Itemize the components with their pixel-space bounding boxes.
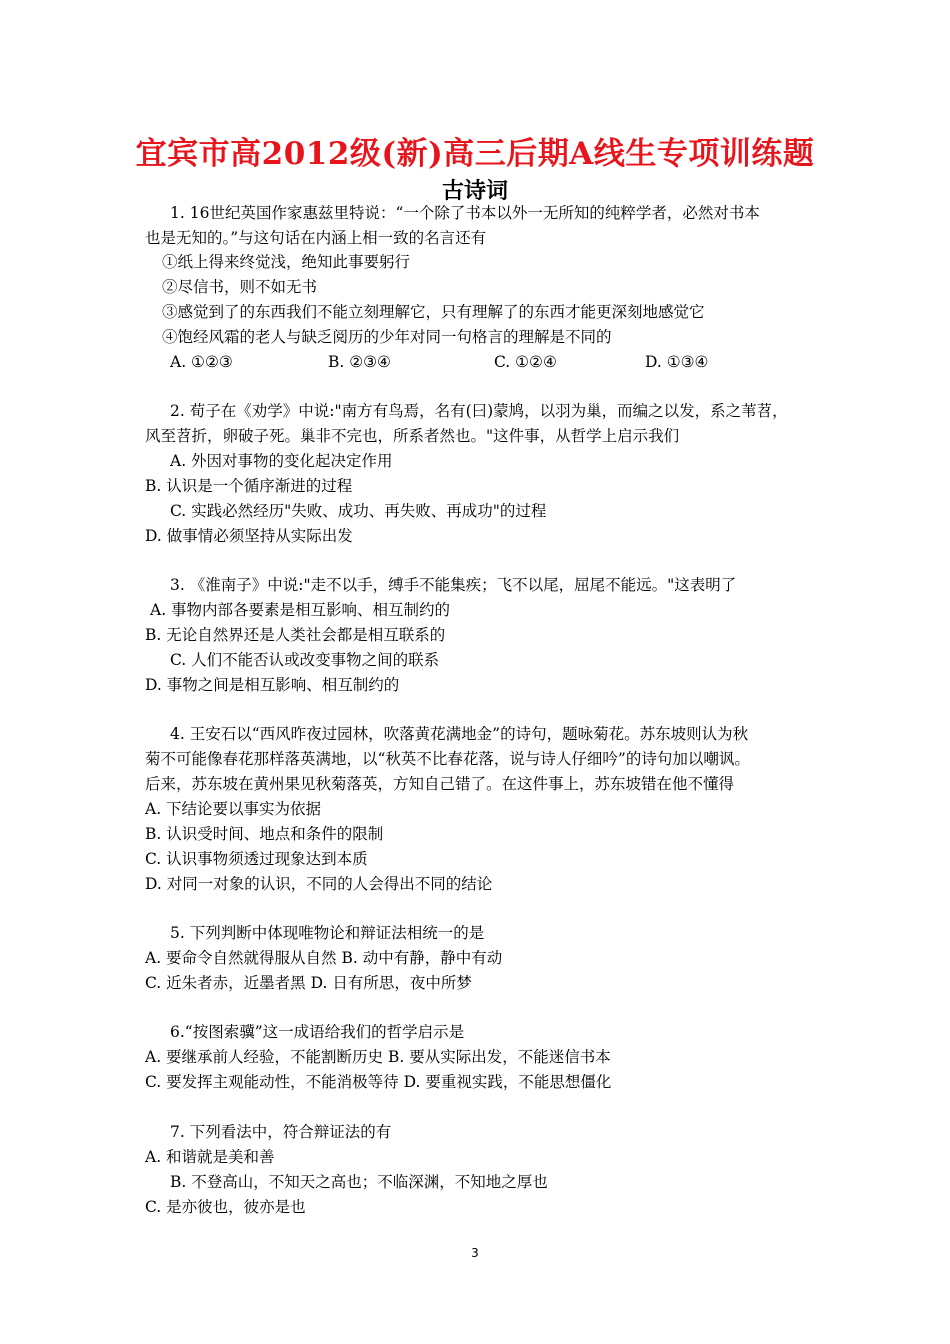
q5-stem-line1: 5. 下列判断中体现唯物论和辩证法相统一的是 (170, 924, 485, 942)
q7-option-a: A. 和谐就是美和善 (145, 1148, 275, 1166)
q6-options-ab: A. 要继承前人经验，不能割断历史 B. 要从实际出发，不能迷信书本 (145, 1048, 611, 1066)
q7-option-b: B. 不登高山，不知天之高也；不临深渊，不知地之厚也 (170, 1173, 548, 1191)
q2-option-a: A. 外因对事物的变化起决定作用 (170, 452, 393, 470)
q1-option-a: A. ①②③ (170, 353, 233, 371)
q7-stem-line1: 7. 下列看法中，符合辩证法的有 (170, 1123, 392, 1141)
q2-stem-line2: 风至苕折，卵破子死。巢非不完也，所系者然也。"这件事，从哲学上启示我们 (145, 427, 680, 445)
q6-options-cd: C. 要发挥主观能动性，不能消极等待 D. 要重视实践，不能思想僵化 (145, 1073, 612, 1091)
q4-stem-line2: 菊不可能像春花那样落英满地，以“秋英不比春花落，说与诗人仔细吟”的诗句加以嘲讽。 (145, 750, 750, 768)
page-title: 宜宾市高2012级(新)高三后期A线生专项训练题 (135, 136, 815, 172)
q1-option-b: B. ②③④ (328, 353, 391, 371)
q3-option-b: B. 无论自然界还是人类社会都是相互联系的 (145, 626, 446, 644)
q2-option-c: C. 实践必然经历"失败、成功、再失败、再成功"的过程 (170, 502, 547, 520)
q2-option-b: B. 认识是一个循序渐进的过程 (145, 477, 353, 495)
q4-stem-line3: 后来，苏东坡在黄州果见秋菊落英，方知自己错了。在这件事上，苏东坡错在他不懂得 (145, 775, 735, 793)
q3-stem-line1: 3. 《淮南子》中说:"走不以手，缚手不能集疾；飞不以尾，屈尾不能远。"这表明了 (170, 576, 737, 594)
q3-option-c: C. 人们不能否认或改变事物之间的联系 (170, 651, 440, 669)
q1-statement-2: ②尽信书，则不如无书 (162, 278, 318, 296)
q5-options-cd: C. 近朱者赤，近墨者黑 D. 日有所思，夜中所梦 (145, 974, 472, 992)
q6-stem-line1: 6.“按图索骥”这一成语给我们的哲学启示是 (170, 1023, 465, 1041)
q4-stem-line1: 4. 王安石以“西风昨夜过园林，吹落黄花满地金”的诗句，题咏菊花。苏东坡则认为秋 (170, 725, 749, 743)
q4-option-c: C. 认识事物须透过现象达到本质 (145, 850, 368, 868)
q1-option-c: C. ①②④ (494, 353, 557, 371)
q1-statement-3: ③感觉到了的东西我们不能立刻理解它，只有理解了的东西才能更深刻地感觉它 (162, 303, 705, 321)
q3-option-d: D. 事物之间是相互影响、相互制约的 (145, 676, 400, 694)
q3-option-a: A. 事物内部各要素是相互影响、相互制约的 (150, 601, 451, 619)
q1-statement-1: ①纸上得来终觉浅，绝知此事要躬行 (162, 253, 411, 271)
q4-option-b: B. 认识受时间、地点和条件的限制 (145, 825, 384, 843)
q2-option-d: D. 做事情必须坚持从实际出发 (145, 527, 353, 545)
q1-stem-line2: 也是无知的。”与这句话在内涵上相一致的名言还有 (145, 229, 487, 247)
q4-option-a: A. 下结论要以事实为依据 (145, 800, 322, 818)
section-title: 古诗词 (441, 179, 508, 204)
q7-option-c: C. 是亦彼也，彼亦是也 (145, 1198, 306, 1216)
q4-option-d: D. 对同一对象的认识，不同的人会得出不同的结论 (145, 875, 493, 893)
q2-stem-line1: 2. 荀子在《劝学》中说:"南方有鸟焉，名有(曰)蒙鸠，以羽为巢，而编之以发，系之苇苕， (170, 402, 788, 420)
q1-stem-line1: 1. 16世纪英国作家惠兹里特说：“一个除了书本以外一无所知的纯粹学者，必然对书本 (170, 204, 760, 222)
q5-options-ab: A. 要命令自然就得服从自然 B. 动中有静，静中有动 (145, 949, 503, 967)
page-number: 3 (471, 1246, 479, 1260)
q1-statement-4: ④饱经风霜的老人与缺乏阅历的少年对同一句格言的理解是不同的 (162, 328, 612, 346)
q1-option-d: D. ①③④ (645, 353, 709, 371)
